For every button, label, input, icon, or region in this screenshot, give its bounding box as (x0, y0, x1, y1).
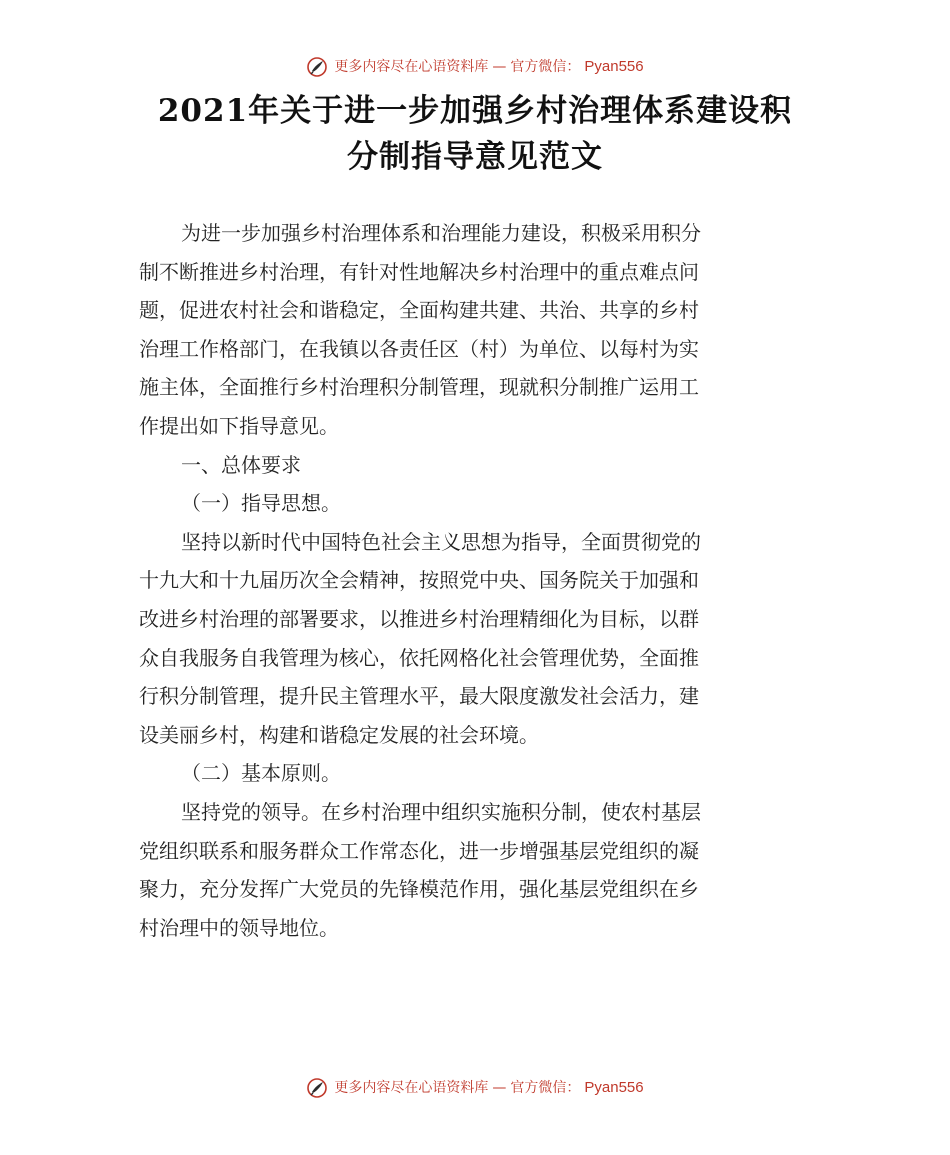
title-line-1: 2021年关于进一步加强乡村治理体系建设积 (157, 93, 793, 129)
footer-dash: — (492, 1080, 507, 1096)
body-line: 聚力，充分发挥广大党员的先锋模范作用，强化基层党组织在乡 (139, 877, 699, 902)
body-line: 坚持党的领导。在乡村治理中组织实施积分制，使农村基层 (181, 799, 701, 824)
body-line: 施主体，全面推行乡村治理积分制管理，现就积分制推广运用工 (139, 375, 699, 400)
footer-banner (0, 1077, 950, 1099)
body-line: 题，促进农村社会和谐稳定，全面构建共建、共治、共享的乡村 (139, 298, 699, 323)
title-line-2: 分制指导意见范文 (347, 139, 603, 175)
body-line: 坚持以新时代中国特色社会主义思想为指导，全面贯彻党的 (181, 529, 701, 554)
document-body (139, 214, 799, 947)
footer-site-name: 更多内容尽在心语资料库 (334, 1080, 489, 1096)
body-line: 众自我服务自我管理为核心，依托网格化社会管理优势，全面推 (139, 645, 699, 670)
header-dash: — (492, 59, 507, 75)
header-wechat-id: Pyan556 (584, 58, 644, 75)
subsection-heading: （一）指导思想。 (181, 491, 341, 516)
body-line: 党组织联系和服务群众工作常态化，进一步增强基层党组织的凝 (139, 838, 699, 863)
body-line: 村治理中的领导地位。 (139, 915, 339, 940)
body-line: 改进乡村治理的部署要求，以推进乡村治理精细化为目标，以群 (139, 606, 699, 631)
body-line: 设美丽乡村，构建和谐稳定发展的社会环境。 (139, 722, 539, 747)
body-line: 制不断推进乡村治理，有针对性地解决乡村治理中的重点难点问 (139, 259, 699, 284)
header-site-name: 更多内容尽在心语资料库 (334, 59, 489, 75)
header-banner (0, 56, 950, 78)
body-line: 为进一步加强乡村治理体系和治理能力建设，积极采用积分 (181, 221, 701, 245)
body-line: 行积分制管理，提升民主管理水平，最大限度激发社会活力，建 (139, 684, 699, 709)
document-title (100, 88, 850, 180)
body-line: 治理工作格部门，在我镇以各责任区（村）为单位、以每村为实 (139, 336, 699, 361)
body-line: 十九大和十九届历次全会精神，按照党中央、国务院关于加强和 (139, 568, 699, 593)
quill-logo-icon (306, 1077, 328, 1099)
quill-logo-icon (306, 56, 328, 78)
section-heading: 一、总体要求 (181, 452, 301, 477)
footer-wechat-label: 官方微信： (510, 1080, 581, 1096)
subsection-heading: （二）基本原则。 (181, 761, 341, 786)
footer-wechat-id: Pyan556 (584, 1079, 644, 1096)
body-line: 作提出如下指导意见。 (139, 413, 339, 438)
header-wechat-label: 官方微信： (510, 59, 581, 75)
